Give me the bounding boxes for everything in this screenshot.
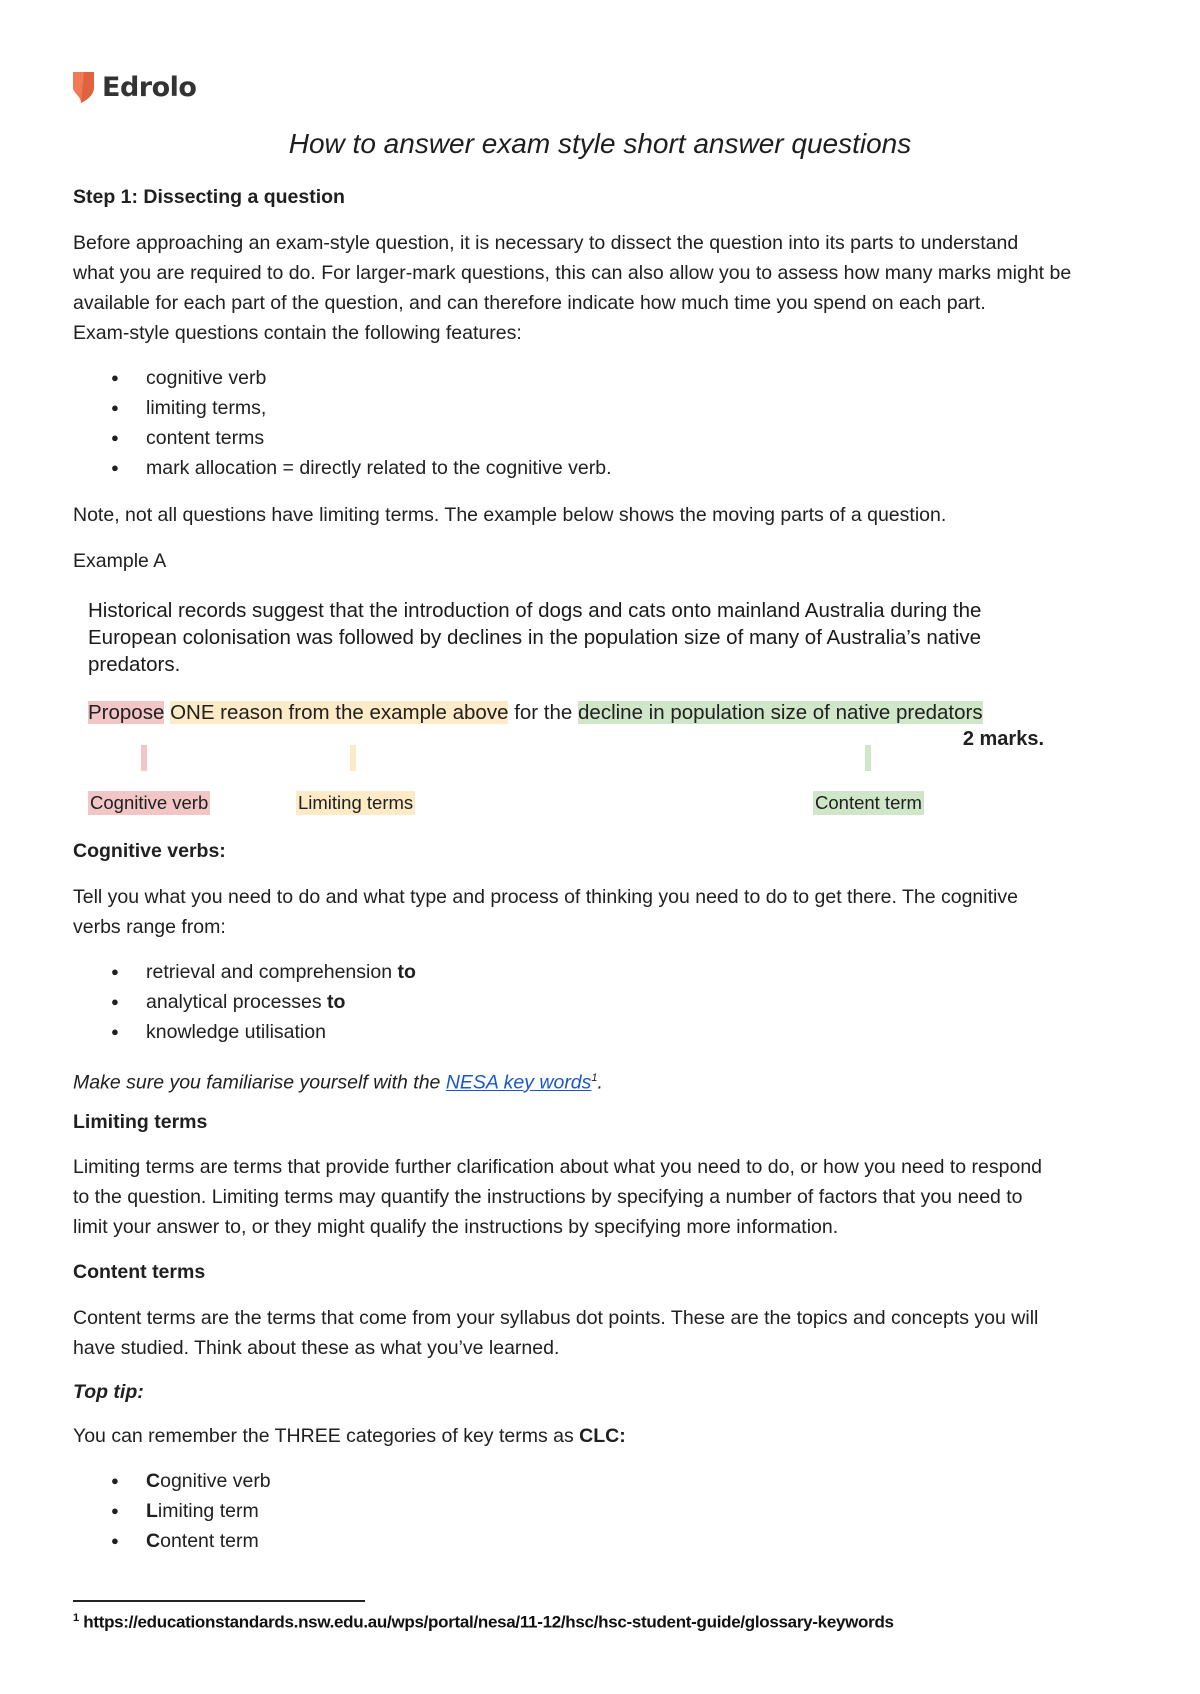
content-line: Content terms are the terms that come from your syllabus dot points. These are the topics and concepts you will — [73, 1307, 1039, 1329]
list-item: ● analytical processes to — [73, 987, 1133, 1017]
cognitive-section — [73, 836, 1133, 866]
cognitive-line: verbs range from: — [73, 916, 226, 938]
page-title: How to answer exam style short answer questions — [288, 128, 912, 159]
step1-intro — [73, 228, 1133, 348]
list-item: ● Limiting term — [73, 1496, 1133, 1526]
question-joiner: for the — [514, 701, 573, 724]
note-text: Note, not all questions have limiting terms. The example below shows the moving parts of a question. — [73, 504, 947, 526]
footnote-url[interactable]: https://educationstandards.nsw.edu.au/wps/portal/nesa/11-12/hsc/hsc-student-guide/glossary-keywords — [83, 1612, 894, 1632]
marks-label: 2 marks. — [962, 728, 1044, 750]
footnote-number: 1 — [73, 1612, 79, 1624]
list-item: ● knowledge utilisation — [73, 1017, 1133, 1047]
example-stem-line: Historical records suggest that the introduction of dogs and cats onto mainland Australia during the — [88, 599, 982, 622]
example-question-line — [88, 701, 983, 725]
cognitive-verb-highlight: Propose — [88, 701, 165, 724]
content-line: have studied. Think about these as what you’ve learned. — [73, 1337, 560, 1359]
list-item: ● content terms — [73, 423, 1133, 453]
clc-list — [73, 1466, 1133, 1556]
footnote-ref: 1 — [591, 1072, 598, 1084]
limiting-terms-highlight: ONE reason from the example above — [170, 701, 509, 724]
step1-intro-line: Before approaching an exam-style question, it is necessary to dissect the question into its parts to understand — [73, 232, 1019, 254]
cognitive-verb-label: Cognitive verb — [90, 792, 209, 813]
edrolo-logo — [72, 70, 196, 104]
limiting-line: to the question. Limiting terms may quantify the instructions by specifying a number of factors that you need to — [73, 1186, 1023, 1208]
limiting-line: limit your answer to, or they might qualify the instructions by specifying more information. — [73, 1216, 839, 1238]
verb-connector — [141, 745, 147, 771]
content-body — [73, 1303, 1133, 1363]
step1-section — [73, 182, 1133, 212]
features-list — [73, 363, 1133, 483]
list-item: ● Cognitive verb — [73, 1466, 1133, 1496]
footnote-divider — [73, 1600, 365, 1602]
shield-logo-icon — [72, 70, 96, 104]
cognitive-body — [73, 882, 1133, 942]
example-label-block — [73, 546, 1133, 576]
note-paragraph — [73, 500, 1133, 530]
nesa-tip-text: Make sure you familiarise yourself with the — [73, 1071, 446, 1094]
top-tip-heading: Top tip: — [73, 1381, 144, 1403]
example-stem-line: European colonisation was followed by declines in the population size of many of Australia’s native — [88, 626, 982, 649]
limiting-heading: Limiting terms — [73, 1111, 208, 1133]
content-term-label: Content term — [815, 792, 922, 813]
content-term-highlight: decline in population size of native predators — [578, 701, 983, 724]
cognitive-line: Tell you what you need to do and what type and process of thinking you need to do to get there. The cognitive — [73, 886, 1018, 908]
example-stem — [88, 597, 1068, 678]
example-label: Example A — [73, 550, 167, 572]
top-tip-section — [73, 1377, 1133, 1407]
step1-intro-line: Exam-style questions contain the following features: — [73, 322, 522, 344]
limiting-body — [73, 1152, 1133, 1242]
top-tip-text: You can remember the THREE categories of key terms as — [73, 1425, 580, 1447]
step1-intro-line: what you are required to do. For larger-mark questions, this can also allow you to assess how many marks might be — [73, 262, 1072, 284]
limiting-connector — [350, 745, 356, 771]
top-tip-body — [73, 1421, 1133, 1451]
cognitive-list — [73, 957, 1133, 1047]
nesa-tip: Make sure you familiarise yourself with the NESA key words$^1$. — [73, 1071, 603, 1094]
list-item: ● limiting terms, — [73, 393, 1133, 423]
limiting-terms-label: Limiting terms — [298, 792, 414, 813]
step1-heading: Step 1: Dissecting a question — [73, 186, 345, 208]
content-heading: Content terms — [73, 1261, 206, 1283]
nesa-key-words-link[interactable]: NESA key words — [445, 1071, 592, 1094]
list-item: ● cognitive verb — [73, 363, 1133, 393]
limiting-section — [73, 1107, 1133, 1137]
list-item: ● retrieval and comprehension to — [73, 957, 1133, 987]
list-item: ● mark allocation = directly related to the cognitive verb. — [73, 453, 1133, 483]
cognitive-heading: Cognitive verbs: — [73, 840, 226, 862]
list-item: ● Content term — [73, 1526, 1133, 1556]
content-connector — [865, 745, 871, 771]
example-stem-line: predators. — [88, 653, 181, 676]
example-question-figure — [88, 597, 1068, 817]
footnote — [73, 1612, 894, 1633]
content-section — [73, 1257, 1133, 1287]
step1-intro-line: available for each part of the question, and can therefore indicate how much time you spend on each part. — [73, 292, 986, 314]
clc-acronym: CLC: — [579, 1425, 626, 1447]
logo-text: Edrolo — [102, 71, 197, 103]
limiting-line: Limiting terms are terms that provide further clarification about what you need to do, or how you need to respond — [73, 1156, 1043, 1178]
